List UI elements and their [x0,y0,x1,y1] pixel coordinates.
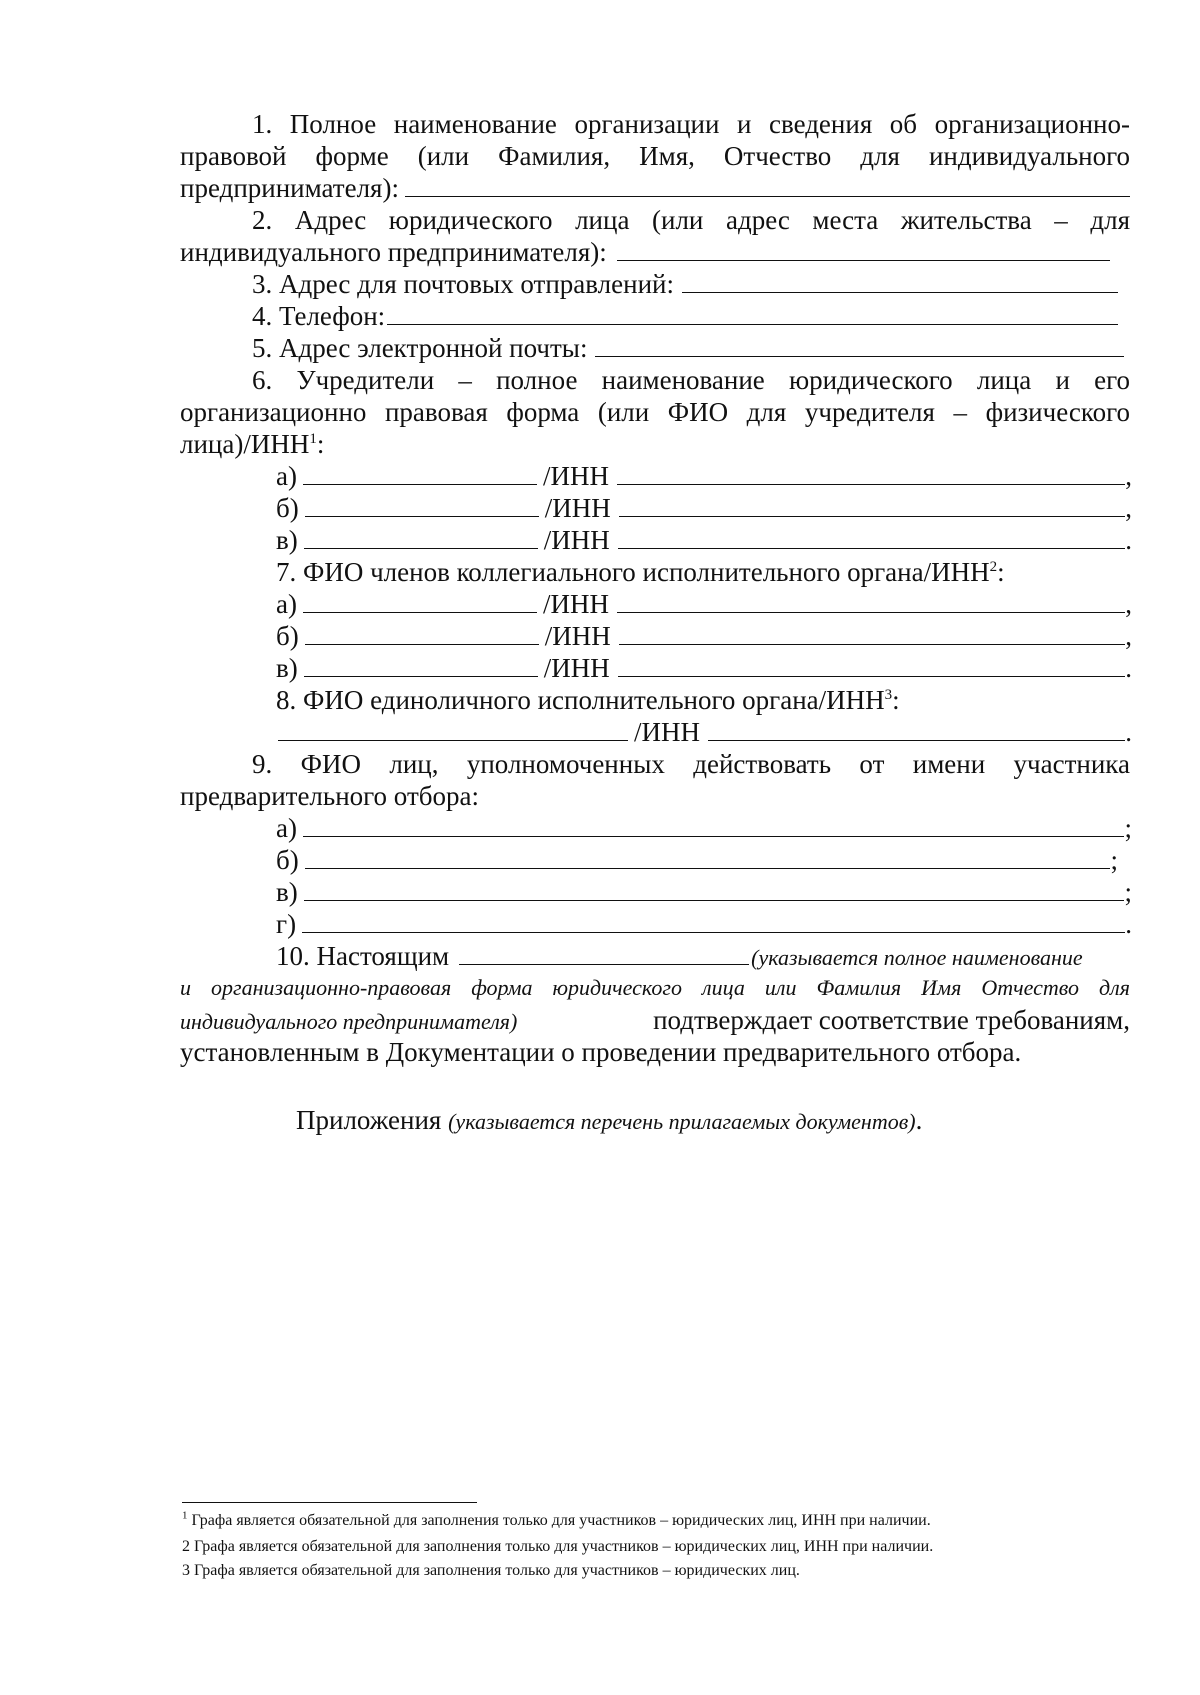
director-inn-field[interactable] [708,718,1125,741]
item-2-line-2 [180,236,1110,268]
appendix-end: . [915,1105,923,1135]
row-letter: в) [276,877,298,907]
rep-row-g [276,908,1132,940]
postal-address-field[interactable] [682,270,1118,293]
item-2-label: индивидуального предпринимателя): [180,237,607,267]
item-10-line-1 [276,940,1132,974]
footnote-mark: 3 [182,1562,190,1579]
footnote-ref-3[interactable]: 3 [884,687,893,703]
director-row [278,716,1132,748]
item-9-line-2: предварительного отбора: [180,781,479,811]
row-punct: . [1125,717,1132,747]
board-row-a [276,588,1132,620]
item-3-line [252,268,1118,300]
appendix-lead: Приложения [296,1105,442,1135]
phone-field[interactable] [387,302,1118,325]
board-a-inn-field[interactable] [617,590,1125,613]
item-1-line-3 [180,172,1130,204]
row-punct: . [1125,525,1132,555]
item-6-line-2: организационно правовая форма (или ФИО для учредителя – физического [180,397,1130,427]
inn-label: /ИНН [542,461,609,491]
row-punct: ; [1124,877,1132,907]
item-10-lead: 10. Настоящим [276,941,450,971]
row-punct: , [1125,461,1132,491]
item-7-line [276,556,1132,588]
rep-v-field[interactable] [304,878,1125,901]
org-name-field[interactable] [405,174,1130,197]
inn-label: /ИНН [544,493,611,523]
footnote-text: Графа является обязательной для заполнения только для участников – юридических лиц. [194,1562,800,1579]
item-7-label: 7. ФИО членов коллегиального исполнительного органа/ИНН [276,557,990,587]
founder-b-name-field[interactable] [305,494,539,517]
inn-label: /ИНН [543,653,610,683]
founder-row-a [276,460,1132,492]
item-6-line-1: 6. Учредители – полное наименование юридического лица и его [252,365,1130,395]
rep-row-b [276,844,1118,876]
item-1-line-1: 1. Полное наименование организации и сведения об организационно- [252,109,1130,139]
item-10-line-3 [180,1004,1130,1038]
founder-b-inn-field[interactable] [619,494,1126,517]
item-10-line-4: установленным в Документации о проведении предварительного отбора. [180,1037,1022,1067]
item-9-line-1: 9. ФИО лиц, уполномоченных действовать от имени участника [252,749,1130,779]
row-letter: б) [276,621,299,651]
founder-row-b [276,492,1132,524]
director-name-field[interactable] [278,718,628,741]
inn-label: /ИНН [543,525,610,555]
founder-row-v [276,524,1132,556]
item-5-line [252,332,1124,364]
footnote-text: Графа является обязательной для заполнения только для участников – юридических лиц, ИНН при наличии. [191,1512,931,1529]
item-8-line [276,684,1132,716]
founder-a-name-field[interactable] [303,462,537,485]
inn-label: /ИНН [542,589,609,619]
row-letter: в) [276,653,298,683]
board-row-v [276,652,1132,684]
item-10-hint-1: (указывается полное наименование [751,945,1083,970]
rep-g-field[interactable] [302,910,1125,933]
row-punct: , [1125,493,1132,523]
founder-a-inn-field[interactable] [617,462,1125,485]
item-3-label: 3. Адрес для почтовых отправлений: [252,269,674,299]
board-v-name-field[interactable] [304,654,538,677]
rep-row-v [276,876,1132,908]
footnote-divider [182,1502,477,1503]
item-6-line-3 [180,428,1130,460]
footnote-3 [182,1561,800,1581]
row-punct: . [1125,653,1132,683]
board-row-b [276,620,1132,652]
item-8-label: 8. ФИО единоличного исполнительного органа/ИНН [276,685,885,715]
row-punct: ; [1110,845,1118,875]
item-4-label: 4. Телефон: [252,301,386,331]
rep-b-field[interactable] [305,846,1111,869]
item-8-colon: : [892,685,900,715]
item-2-line-1: 2. Адрес юридического лица (или адрес места жительства – для [252,205,1130,235]
row-letter: а) [276,813,297,843]
board-v-inn-field[interactable] [618,654,1126,677]
email-field[interactable] [595,334,1124,357]
item-10-hint-3: индивидуального предпринимателя) [180,1009,518,1034]
row-letter: г) [276,909,297,939]
row-punct: , [1125,621,1132,651]
item-10-text-3: подтверждает соответствие требованиям, [653,1005,1130,1035]
row-letter: б) [276,493,299,523]
rep-row-a [276,812,1132,844]
founder-v-inn-field[interactable] [618,526,1126,549]
participant-name-field[interactable] [459,942,749,965]
rep-a-field[interactable] [303,814,1125,837]
item-1-label: предпринимателя): [180,173,399,203]
item-1-line-2: правовой форме (или Фамилия, Имя, Отчество для индивидуального [180,141,1130,171]
inn-label: /ИНН [544,621,611,651]
appendix-line [296,1104,996,1138]
founder-v-name-field[interactable] [304,526,538,549]
item-7-colon: : [997,557,1005,587]
row-punct: , [1125,589,1132,619]
legal-address-field[interactable] [617,238,1110,261]
appendix-hint: (указывается перечень прилагаемых документов) [448,1109,916,1134]
footnote-2 [182,1537,933,1557]
row-punct: . [1125,909,1132,939]
item-5-label: 5. Адрес электронной почты: [252,333,588,363]
inn-label: /ИНН [634,717,700,747]
footnote-mark: 1 [182,1509,188,1522]
row-letter: б) [276,845,299,875]
board-b-name-field[interactable] [305,622,539,645]
footnote-text: Графа является обязательной для заполнения только для участников – юридических лиц, ИНН при наличии. [194,1538,934,1555]
row-punct: ; [1124,813,1132,843]
row-letter: а) [276,461,297,491]
board-a-name-field[interactable] [303,590,537,613]
footnote-ref-2[interactable]: 2 [989,559,998,575]
board-b-inn-field[interactable] [619,622,1126,645]
row-letter: в) [276,525,298,555]
item-6-colon: : [316,429,325,459]
footnote-mark: 2 [182,1538,190,1555]
item-10-hint-2: и организационно-правовая форма юридического лица или Фамилия Имя Отчество для [180,975,1130,1000]
footnote-ref-1[interactable]: 1 [309,431,317,447]
footnote-1 [182,1511,931,1531]
row-letter: а) [276,589,297,619]
item-4-line [252,300,1118,332]
item-6-label: лица)/ИНН [180,429,310,459]
